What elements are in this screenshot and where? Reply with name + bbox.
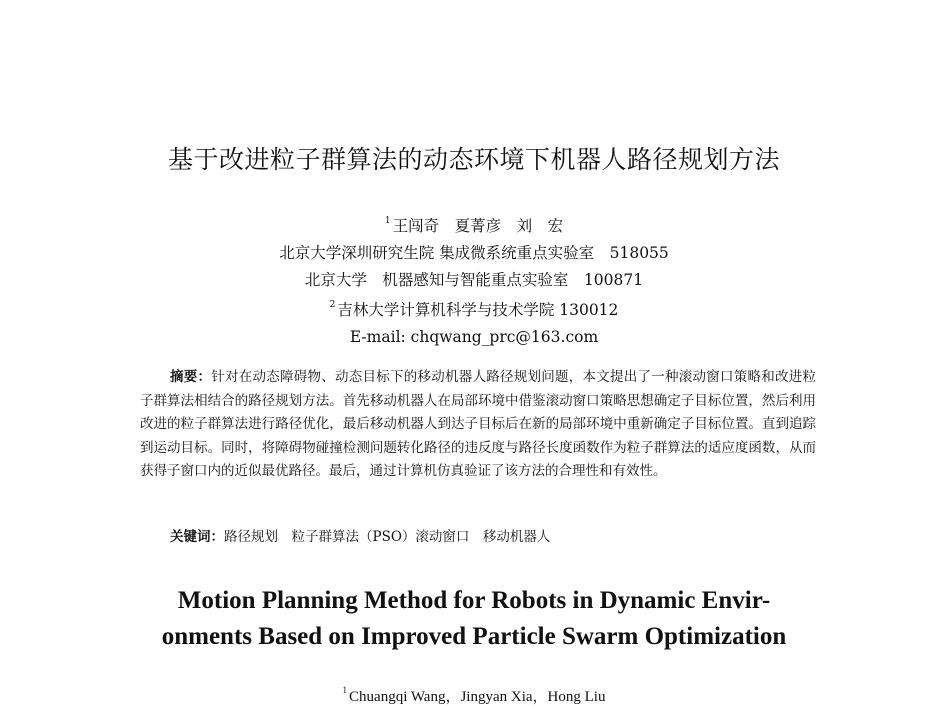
affiliation-1: 北京大学深圳研究生院 集成微系统重点实验室 518055 [279, 244, 669, 263]
abstract [140, 366, 816, 484]
english-title-line-1: Motion Planning Method for Robots in Dynamic Envir- [177, 587, 771, 614]
english-title [0, 583, 948, 655]
chinese-title: 基于改进粒子群算法的动态环境下机器人路径规划方法 [167, 145, 780, 174]
keywords-text: 路径规划 粒子群算法（PSO）滚动窗口 移动机器人 [224, 529, 551, 545]
keywords [170, 527, 810, 547]
abstract-text: 针对在动态障碍物、动态目标下的移动机器人路径规划问题，本文提出了一种滚动窗口策略和改进粒子群算法相结合的路径规划方法。首先移动机器人在局部环境中借鉴滚动窗口策略思想确定子目标位置，然后利用改进的粒子群算法进行路径优化，最后移动机器人到达子目标后在新的局部环境中重新确定子目标位置。直到追踪到运动目标。同时，将障碍物碰撞检测问题转化路径的违反度与路径长度函数作为粒子群算法的适应度函数，从而获得子窗口内的近似最优路径。最后，通过计算机仿真验证了该方法的合理性和有效性。 [140, 369, 816, 479]
author-marker: 1 [384, 216, 391, 226]
chinese-authors [0, 210, 948, 240]
english-title-line-2: onments Based on Improved Particle Swarm Optimization [161, 623, 787, 650]
abstract-label: 摘要： [170, 369, 212, 385]
affiliation-marker: 2 [329, 300, 336, 311]
keywords-label: 关键词： [170, 529, 224, 545]
email-line: E-mail: chqwang_prc@163.com [349, 328, 599, 347]
english-author-names: Chuangqi Wang，Jingyan Xia，Hong Liu [349, 689, 606, 705]
affiliation-3-text: 吉林大学计算机科学与技术学院 130012 [337, 301, 619, 320]
affiliation-3 [0, 294, 948, 324]
affiliation-2: 北京大学 机器感知与智能重点实验室 100871 [304, 271, 644, 290]
author-block [0, 210, 948, 351]
english-author-marker: 1 [342, 685, 348, 695]
author-names: 王闯奇 夏菁彦 刘 宏 [392, 217, 564, 236]
